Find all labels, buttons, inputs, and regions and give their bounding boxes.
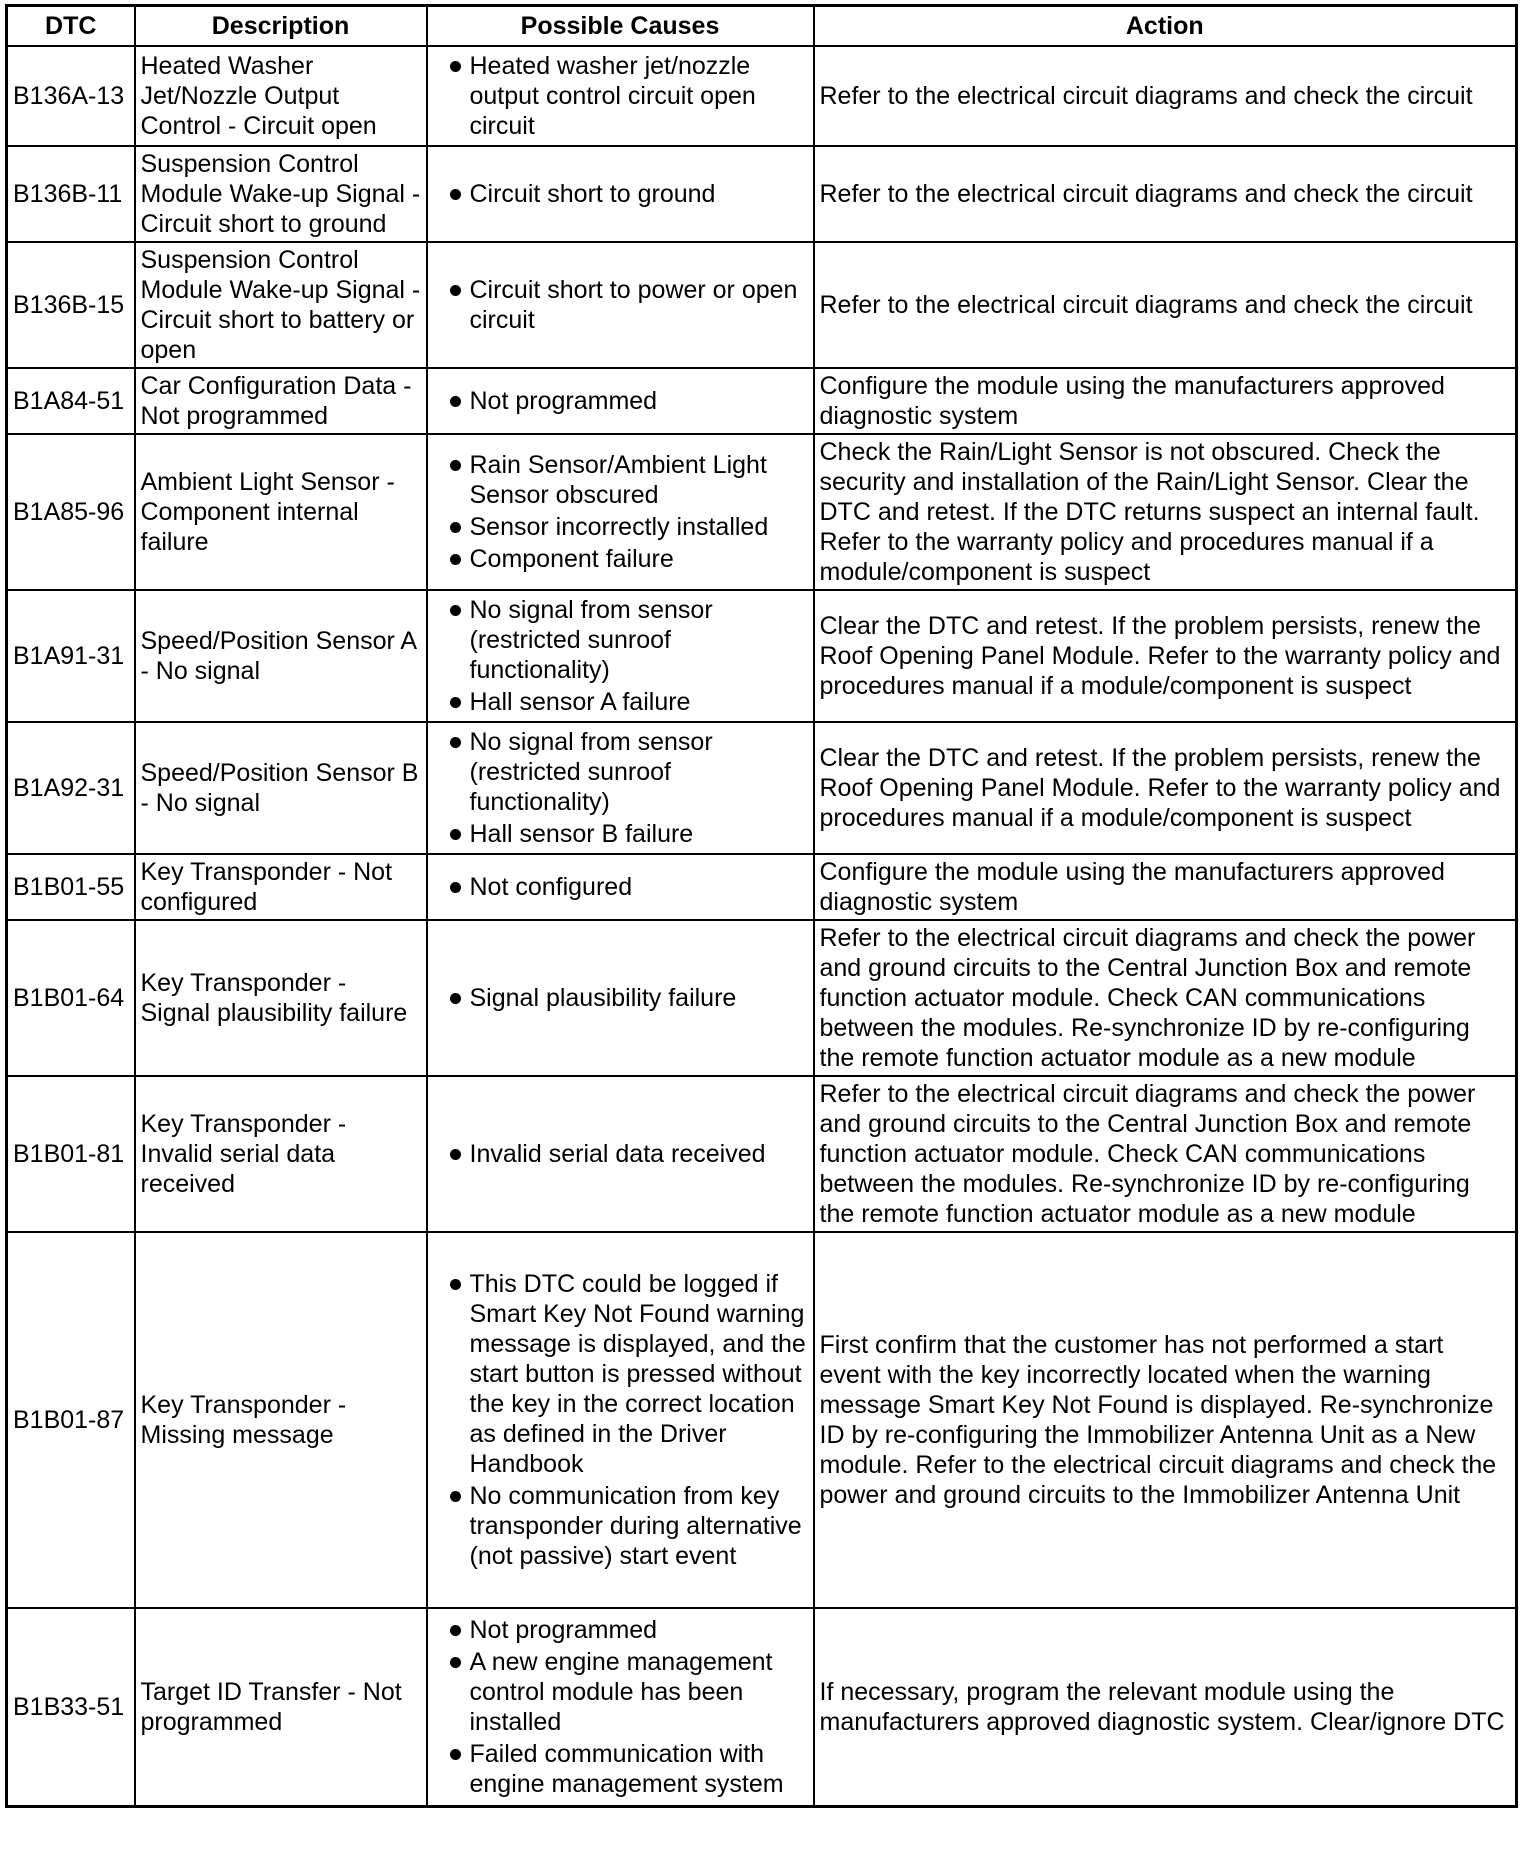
table-row [7, 1076, 1517, 1232]
dtc-code: B1A91-31 [7, 590, 135, 722]
dtc-code: B1A92-31 [7, 722, 135, 854]
dtc-description: Car Configuration Data - Not programmed [135, 368, 427, 434]
header-dtc: DTC [7, 6, 135, 47]
cause-item: Invalid serial data received [433, 1139, 808, 1169]
table-row [7, 242, 1517, 368]
dtc-code: B1B01-55 [7, 854, 135, 920]
dtc-code: B1B01-81 [7, 1076, 135, 1232]
table-row [7, 368, 1517, 434]
possible-causes [427, 146, 814, 242]
cause-item: Not programmed [433, 386, 808, 416]
dtc-action: Configure the module using the manufacturers approved diagnostic system [814, 854, 1517, 920]
cause-item: Rain Sensor/Ambient Light Sensor obscured [433, 450, 808, 510]
cause-item: Circuit short to ground [433, 179, 808, 209]
table-header-row [7, 6, 1517, 47]
header-possible-causes: Possible Causes [427, 6, 814, 47]
cause-item: Hall sensor B failure [433, 819, 808, 849]
dtc-code: B1A84-51 [7, 368, 135, 434]
cause-item: Hall sensor A failure [433, 687, 808, 717]
dtc-action: Refer to the electrical circuit diagrams and check the power and ground circuits to the Central Junction Box and remote function actuator module. Check CAN communications between the modules. Re-synchronize ID by re-configuring the remote function actuator module as a new module [814, 1076, 1517, 1232]
dtc-table [5, 4, 1518, 1808]
possible-causes [427, 1076, 814, 1232]
possible-causes [427, 368, 814, 434]
possible-causes [427, 920, 814, 1076]
cause-item: Sensor incorrectly installed [433, 512, 808, 542]
cause-item: Component failure [433, 544, 808, 574]
table-row [7, 146, 1517, 242]
dtc-description: Key Transponder - Missing message [135, 1232, 427, 1608]
cause-item: Failed communication with engine management system [433, 1739, 808, 1799]
possible-causes [427, 590, 814, 722]
cause-item: Heated washer jet/nozzle output control circuit open circuit [433, 51, 808, 141]
cause-item: Signal plausibility failure [433, 983, 808, 1013]
dtc-action: If necessary, program the relevant module using the manufacturers approved diagnostic system. Clear/ignore DTC [814, 1608, 1517, 1806]
dtc-table-sheet [5, 4, 1515, 1808]
header-action: Action [814, 6, 1517, 47]
dtc-description: Target ID Transfer - Not programmed [135, 1608, 427, 1806]
dtc-action: Check the Rain/Light Sensor is not obscured. Check the security and installation of the Rain/Light Sensor. Clear the DTC and retest. If the DTC returns suspect an internal fault. Refer to the warranty policy and procedures manual if a module/component is suspect [814, 434, 1517, 590]
cause-item: Not configured [433, 872, 808, 902]
cause-item: Not programmed [433, 1615, 808, 1645]
dtc-code: B1B01-64 [7, 920, 135, 1076]
table-row [7, 1608, 1517, 1806]
possible-causes [427, 242, 814, 368]
dtc-description: Suspension Control Module Wake-up Signal - Circuit short to ground [135, 146, 427, 242]
dtc-code: B1A85-96 [7, 434, 135, 590]
possible-causes [427, 46, 814, 146]
possible-causes [427, 434, 814, 590]
table-row [7, 1232, 1517, 1608]
cause-item: A new engine management control module has been installed [433, 1647, 808, 1737]
dtc-code: B136B-15 [7, 242, 135, 368]
dtc-description: Key Transponder - Invalid serial data received [135, 1076, 427, 1232]
possible-causes [427, 722, 814, 854]
header-description: Description [135, 6, 427, 47]
possible-causes [427, 1232, 814, 1608]
dtc-action: Clear the DTC and retest. If the problem persists, renew the Roof Opening Panel Module. Refer to the warranty policy and procedures manual if a module/component is suspect [814, 722, 1517, 854]
table-row [7, 854, 1517, 920]
table-row [7, 590, 1517, 722]
dtc-action: Refer to the electrical circuit diagrams and check the circuit [814, 46, 1517, 146]
dtc-code: B1B33-51 [7, 1608, 135, 1806]
dtc-action: Refer to the electrical circuit diagrams and check the power and ground circuits to the Central Junction Box and remote function actuator module. Check CAN communications between the modules. Re-synchronize ID by re-configuring the remote function actuator module as a new module [814, 920, 1517, 1076]
dtc-code: B1B01-87 [7, 1232, 135, 1608]
dtc-code: B136B-11 [7, 146, 135, 242]
dtc-action: First confirm that the customer has not performed a start event with the key incorrectly located when the warning message Smart Key Not Found is displayed. Re-synchronize ID by re-configuring the Immobilizer Antenna Unit as a New module. Refer to the electrical circuit diagrams and check the power and ground circuits to the Immobilizer Antenna Unit [814, 1232, 1517, 1608]
table-row [7, 920, 1517, 1076]
dtc-description: Ambient Light Sensor - Component internal failure [135, 434, 427, 590]
table-row [7, 46, 1517, 146]
dtc-description: Speed/Position Sensor B - No signal [135, 722, 427, 854]
table-row [7, 434, 1517, 590]
cause-item: Circuit short to power or open circuit [433, 275, 808, 335]
dtc-description: Key Transponder - Not configured [135, 854, 427, 920]
dtc-description: Key Transponder - Signal plausibility failure [135, 920, 427, 1076]
cause-item: No signal from sensor (restricted sunroof functionality) [433, 727, 808, 817]
dtc-action: Configure the module using the manufacturers approved diagnostic system [814, 368, 1517, 434]
cause-item: No communication from key transponder during alternative (not passive) start event [433, 1481, 808, 1571]
table-row [7, 722, 1517, 854]
dtc-action: Refer to the electrical circuit diagrams and check the circuit [814, 146, 1517, 242]
dtc-description: Suspension Control Module Wake-up Signal - Circuit short to battery or open [135, 242, 427, 368]
dtc-action: Refer to the electrical circuit diagrams and check the circuit [814, 242, 1517, 368]
dtc-code: B136A-13 [7, 46, 135, 146]
cause-item: No signal from sensor (restricted sunroof functionality) [433, 595, 808, 685]
cause-item: This DTC could be logged if Smart Key Not Found warning message is displayed, and the start button is pressed without the key in the correct location as defined in the Driver Handbook [433, 1269, 808, 1479]
dtc-action: Clear the DTC and retest. If the problem persists, renew the Roof Opening Panel Module. Refer to the warranty policy and procedures manual if a module/component is suspect [814, 590, 1517, 722]
dtc-description: Speed/Position Sensor A - No signal [135, 590, 427, 722]
possible-causes [427, 854, 814, 920]
possible-causes [427, 1608, 814, 1806]
dtc-description: Heated Washer Jet/Nozzle Output Control - Circuit open [135, 46, 427, 146]
